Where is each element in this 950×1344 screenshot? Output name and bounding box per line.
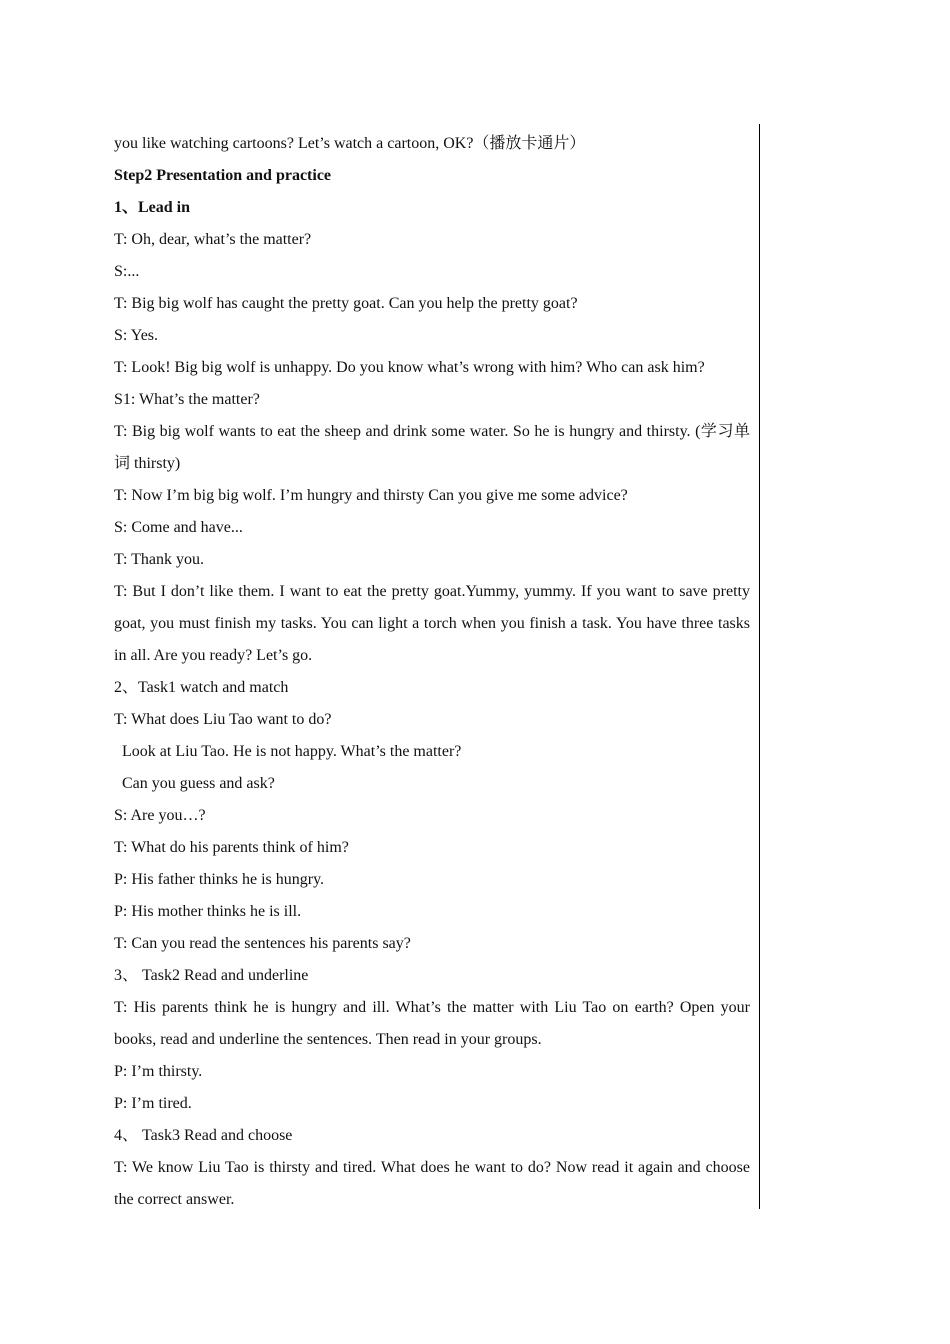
dialogue-paragraph: T: Big big wolf wants to eat the sheep and drink some water. So he is hungry and thirsty. (学习单词 thirsty) bbox=[114, 423, 750, 472]
dialogue-line: T: Thank you. bbox=[114, 551, 205, 568]
dialogue-line: S1: What’s the matter? bbox=[114, 391, 260, 408]
dialogue-line: S:... bbox=[114, 263, 140, 280]
dialogue-paragraph: T: We know Liu Tao is thirsty and tired. What does he want to do? Now read it again and choose the correct answer. bbox=[114, 1159, 750, 1208]
dialogue-paragraph: T: His parents think he is hungry and ill. What’s the matter with Liu Tao on earth? Open your books, read and underline the sentences. Then read in your groups. bbox=[114, 999, 750, 1048]
dialogue-paragraph: T: But I don’t like them. I want to eat the pretty goat.Yummy, yummy. If you want to save pretty goat, you must finish my tasks. You can light a torch when you finish a task. You have three tasks in all. Are you ready? Let’s go. bbox=[114, 583, 750, 664]
dialogue-line: T: What does Liu Tao want to do? bbox=[114, 711, 332, 728]
lesson-text-body bbox=[114, 128, 750, 1216]
text-line: you like watching cartoons? Let’s watch a cartoon, OK?（播放卡通片） bbox=[114, 135, 586, 152]
task-heading: 2、Task1 watch and match bbox=[114, 679, 289, 696]
dialogue-line: T: Oh, dear, what’s the matter? bbox=[114, 231, 312, 248]
dialogue-line: P: His father thinks he is hungry. bbox=[114, 871, 325, 888]
dialogue-line: T: Can you read the sentences his parents say? bbox=[114, 935, 411, 952]
dialogue-line: T: Big big wolf has caught the pretty goat. Can you help the pretty goat? bbox=[114, 295, 578, 312]
dialogue-line: P: His mother thinks he is ill. bbox=[114, 903, 302, 920]
dialogue-line: T: What do his parents think of him? bbox=[114, 839, 349, 856]
dialogue-line: S: Yes. bbox=[114, 327, 159, 344]
dialogue-line: P: I’m tired. bbox=[114, 1095, 192, 1112]
dialogue-line: Look at Liu Tao. He is not happy. What’s the matter? bbox=[122, 743, 462, 760]
dialogue-line: T: Now I’m big big wolf. I’m hungry and thirsty Can you give me some advice? bbox=[114, 487, 628, 504]
table-border-line bbox=[759, 124, 760, 1209]
task-heading: 3、 Task2 Read and underline bbox=[114, 967, 309, 984]
dialogue-line: P: I’m thirsty. bbox=[114, 1063, 203, 1080]
task-heading: 4、 Task3 Read and choose bbox=[114, 1127, 293, 1144]
dialogue-line: S: Come and have... bbox=[114, 519, 243, 536]
dialogue-line: Can you guess and ask? bbox=[122, 775, 275, 792]
dialogue-line: S: Are you…? bbox=[114, 807, 206, 824]
section-heading: Step2 Presentation and practice bbox=[114, 167, 332, 184]
dialogue-line: T: Look! Big big wolf is unhappy. Do you know what’s wrong with him? Who can ask him? bbox=[114, 359, 705, 376]
subsection-heading: 1、Lead in bbox=[114, 199, 191, 216]
